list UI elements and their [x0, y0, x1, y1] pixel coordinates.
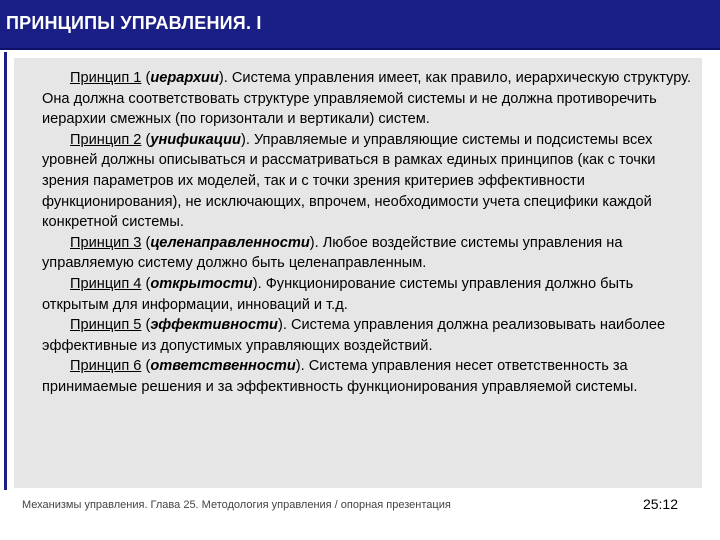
- principle-paragraph: Принцип 2 (унификации). Управляемые и управляющие системы и подсистемы всех уровней должны описываться и рассматриваться в рамках единых принципов (как с точки зрения параметров их моделей, так и с точки зрения критериев эффективности функционирования), не исключающих, впрочем, необходимости учета специфики каждой конкретной системы.: [42, 131, 656, 231]
- title-bar: [0, 0, 720, 50]
- principle-text: Система управления должна реализовывать наиболее эффективные из допустимых управляющих воздействий.: [42, 317, 666, 354]
- principle-name: Принцип 1: [70, 70, 142, 86]
- principle-term: эффективности: [150, 317, 278, 334]
- principle-name: Принцип 3: [70, 234, 142, 251]
- principle-paragraph: Принцип 4 (открытости). Функционирование системы управления должно быть открытым для информации, инноваций и т.д.: [42, 275, 634, 313]
- principles-panel: [14, 58, 702, 488]
- principle-paragraph: Принцип 5 (эффективности). Система управления должна реализовывать наиболее эффективные из допустимых управляющих воздействий.: [42, 317, 666, 354]
- left-accent-rule: [4, 52, 7, 490]
- principle-term: унификации: [150, 131, 241, 148]
- principle-name: Принцип 5: [70, 317, 142, 334]
- footer-caption: Механизмы управления. Глава 25. Методология управления / опорная презентация: [22, 499, 451, 511]
- principle-term: ответственности: [150, 358, 296, 375]
- principle-name: Принцип 2: [70, 131, 142, 148]
- principle-term: целенаправленности: [150, 234, 310, 251]
- principle-name: Принцип 6: [70, 358, 142, 375]
- principle-paragraph: Принцип 6 (ответственности). Система управления несет ответственность за принимаемые решения и за эффективность функционирования управляемой системы.: [42, 358, 638, 395]
- principle-text: Система управления несет ответственность за принимаемые решения и за эффективность функционирования управляемой системы.: [42, 358, 638, 395]
- page-number: 25:12: [642, 496, 678, 512]
- page-title: ПРИНЦИПЫ УПРАВЛЕНИЯ. I: [6, 13, 262, 33]
- principle-paragraph: Принцип 3 (целенаправленности). Любое воздействие системы управления на управляемую систему должно быть целенаправленным.: [42, 234, 623, 272]
- principle-term: открытости: [150, 275, 253, 292]
- principle-text: Любое воздействие системы управления на управляемую систему должно быть целенаправленным.: [42, 234, 623, 272]
- principle-text: Управляемые и управляющие системы и подсистемы всех уровней должны описываться и рассматриваться в рамках единых принципов (как с точки зрения параметров их моделей, так и с точки зрения критериев эффективности функционирования), не исключающих, впрочем, необходимости учета специфики каждой конкретной системы.: [42, 131, 656, 231]
- principle-text: Система управления имеет, как правило, иерархическую структуру. Она должна соответствовать структуре управляемой системы и не должна противоречить иерархии смежных (по горизонтали и вертикали) систем.: [42, 70, 692, 128]
- principle-paragraph: Принцип 1 (иерархии). Система управления имеет, как правило, иерархическую структуру. Она должна соответствовать структуре управляемой системы и не должна противоречить иерархии смежных (по горизонтали и вертикали) систем.: [42, 70, 692, 128]
- principle-text: Функционирование системы управления должно быть открытым для информации, инноваций и т.д.: [42, 275, 634, 313]
- principle-term: иерархии: [150, 70, 219, 86]
- principle-name: Принцип 4: [70, 275, 142, 292]
